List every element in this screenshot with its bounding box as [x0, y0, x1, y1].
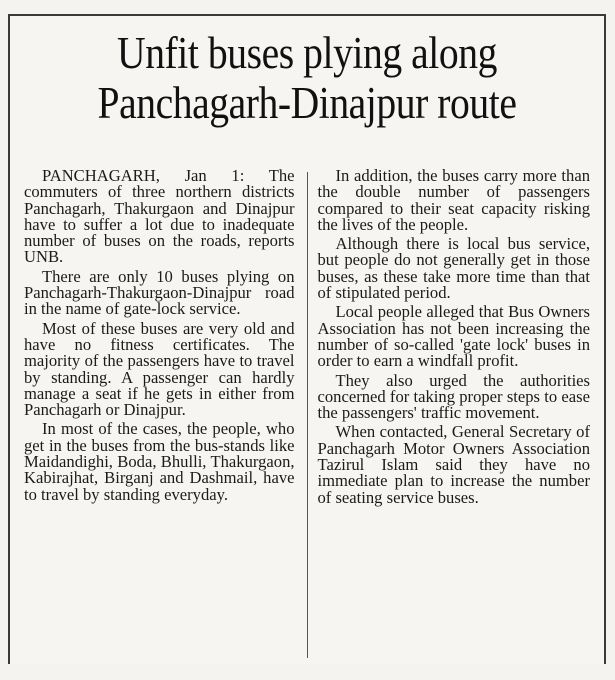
paragraph: In addition, the buses carry more than the double number of passengers compared to their seat capacity risking the lives of the people.	[317, 166, 590, 234]
paragraph: When contacted, General Secretary of Panchagarh Motor Owners Association Tazirul Islam said they have no immediate plan to increase the number of seating service buses.	[317, 422, 590, 507]
article-body	[24, 168, 590, 664]
left-column	[24, 168, 307, 664]
paragraph-dateline: PANCHAGARH, Jan 1: The commuters of three northern districts Panchagarh, Thakurgaon and Dinajpur have to suffer a lot due to inadequate number of buses on the roads, reports UNB.	[24, 166, 295, 267]
paragraph: There are only 10 buses plying on Panchagarh-Thakurgaon-Dinajpur road in the name of gate-lock service.	[24, 266, 295, 319]
news-clipping	[8, 14, 606, 664]
paragraph: Local people alleged that Bus Owners Association has not been increasing the number of so-called 'gate lock' buses in order to earn a windfall profit.	[317, 302, 590, 371]
headline-line-2: Panchagarh-Dinajpur route	[97, 78, 517, 128]
paragraph: They also urged the authorities concerned for taking proper steps to ease the passengers' traffic movement.	[317, 370, 590, 423]
headline	[46, 16, 569, 128]
right-column	[308, 168, 591, 664]
headline-line-1: Unfit buses plying along	[117, 28, 497, 78]
paragraph: Although there is local bus service, but people do not generally get in those buses, as these take more time than that of stipulated period.	[317, 234, 590, 303]
paragraph: In most of the cases, the people, who get in the buses from the bus-stands like Maidandighi, Boda, Bhulli, Thakurgaon, Kabirajhat, Birganj and Dashmail, have to travel by standing everyday.	[24, 419, 295, 504]
paragraph: Most of these buses are very old and have no fitness certificates. The majority of the passengers have to travel by standing. A passenger can hardly manage a seat if he gets in either from Panchagarh or Dinajpur.	[24, 318, 295, 420]
